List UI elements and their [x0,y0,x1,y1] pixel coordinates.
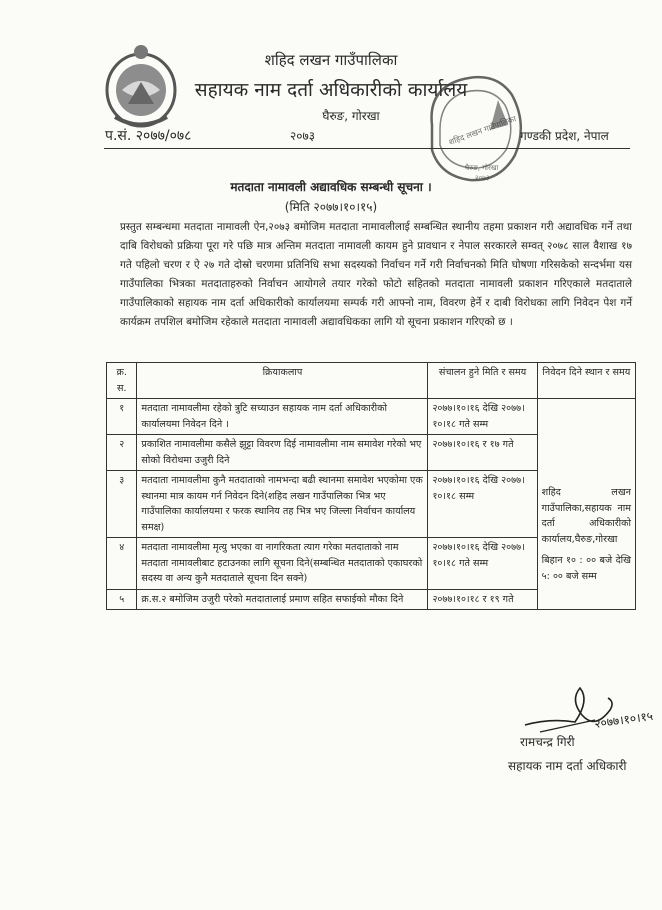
office-location: घैरुङ, गोरखा [322,109,380,123]
office-name: सहायक नाम दर्ता अधिकारीको कार्यालय [194,79,468,101]
province-label: गण्डकी प्रदेश, नेपाल [520,129,609,143]
official-stamp-icon [420,70,530,190]
row-sn: ५ [107,589,137,610]
row-sn: ४ [107,538,137,590]
header-divider [104,148,630,149]
row-activity: मतदाता नामावलीमा रहेको त्रुटि सच्याउन सहायक नाम दर्ता अधिकारीको कार्यालयमा निवेदन दिने । [137,399,428,435]
svg-text:शहिद लखन गाउँपालिका: शहिद लखन गाउँपालिका [447,114,518,147]
row-time: २०७७।१०।१६ र १७ गते [428,435,537,471]
signatory-name: रामचन्द्र गिरी [520,735,575,749]
row-activity: प्रकाशित नामावलीमा कसैले झुट्टा विवरण दिई नामावलीमा नाम समावेश गरेको भए सोको विरोधमा उजुरी दिने [137,435,428,471]
table-header-row [107,363,636,399]
header-activity: क्रियाकलाप [137,363,428,399]
header-time: संचालन हुने मिति र समय [428,363,537,399]
row-time: २०७७।१०।१६ देखि २०७७।१०।१८ सम्म [428,471,537,538]
row-sn: ३ [107,471,137,538]
org-name: शहिद लखन गाउँपालिका [264,51,398,69]
table-row [107,399,636,435]
application-place: शहिद लखन गाउँपालिका,सहायक नाम दर्ता अधिकारीको कार्यालय,घैरुङ,गोरखा [541,487,631,545]
notice-date: (मिति २०७७।१०।१५) [284,200,378,214]
header-place: निवेदन दिने स्थान र समय [537,363,635,399]
row-sn: १ [107,399,137,435]
svg-text:घैरुङ, गोरखा: घैरुङ, गोरखा [465,164,499,172]
handwritten-signature-icon [520,680,660,740]
signatory-title: सहायक नाम दर्ता अधिकारी [508,759,627,773]
notice-title: मतदाता नामावली अद्यावधिक सम्बन्धी सूचना । [230,180,432,194]
row-activity: मतदाता नामावलीमा मृत्यु भएका वा नागरिकता त्याग गरेका मतदाताको नाम मतदाता नामावलीबाट हटाउनका लागि सूचना दिने(सम्बन्धित मतदाताको एकाघरको सदस्य वा अन्य कुनै मतदाताले सूचना दिन सक्ने) [137,538,428,590]
row-sn: २ [107,435,137,471]
application-hours: बिहान १० : ०० बजे देखि ५: ०० बजे सम्म [541,555,631,582]
establishment-year: २०७३ [290,129,315,143]
place-and-hours-cell [537,399,635,610]
row-time: २०७७।१०।१८ र १९ गते [428,589,537,610]
schedule-table [106,362,636,610]
svg-text:२०७३: २०७३ [475,174,490,182]
notice-body: प्रस्तुत सम्बन्धमा मतदाता नामावली ऐन,२०७३ बमोजिम मतदाता नामावलीलाई सम्बन्धित स्थानीय तहमा प्रकाशन गरी अद्यावधिक गर्ने तथा दाबि विरोधको प्रक्रिया पूरा गरे पछि मात्र अन्तिम मतदाता नामावली कायम हुने प्रावधान र नेपाल सरकारले सम्वत् २०७८ साल वैशाख १७ गते पहिलो चरण र ऐ २७ गते दोस्रो चरणमा प्रतिनिधि सभा सदस्यको निर्वाचन गर्ने गरी निर्वाचनको मिति घोषणा गरिसकेको सन्दर्भमा यस गाउँपालिका भित्रका मतदाताहरुको निर्वाचन आयोगले तयार गरेको फोटो सहितको मतदाता नामावली प्रकाशन गरिएकाले मतदाताले गाउँपालिकाको सहायक नाम दर्ता अधिकारीको कार्यालयमा सम्पर्क गरी आफ्नो नाम, विवरण हेर्ने र दाबी विरोधका लागि निवेदन पेश गर्ने कार्यक्रम तपशिल बमोजिम रहेकाले मतदाता नामावली अद्यावधिकका लागि यो सूचना प्रकाशन गरिएको छ । [120,221,632,328]
row-activity: क्र.स.२ बमोजिम उजुरी परेको मतदातालाई प्रमाण सहित सफाईको मौका दिने [137,589,428,610]
svg-text:२०७७।१०।१५: २०७७।१०।१५ [593,708,654,731]
reference-number: प.सं. २०७७/०७८ [105,128,192,144]
header-sn: क्र. स. [107,363,137,399]
row-time: २०७७।१०।१६ देखि २०७७।१०।१८ गते सम्म [428,399,537,435]
row-time: २०७७।१०।१६ देखि २०७७।१०।१८ गते सम्म [428,538,537,590]
row-activity: मतदाता नामावलीमा कुनै मतदाताको नामभन्दा बढी स्थानमा समावेश भएकोमा एक स्थानमा मात्र कायम गर्न निवेदन दिने(शहिद लखन गाउँपालिका भित्र भए गाउँपालिका कार्यालयमा र फरक स्थानिय तह भित्र भए जिल्ला निर्वाचन कार्यालय समक्ष) [137,471,428,538]
